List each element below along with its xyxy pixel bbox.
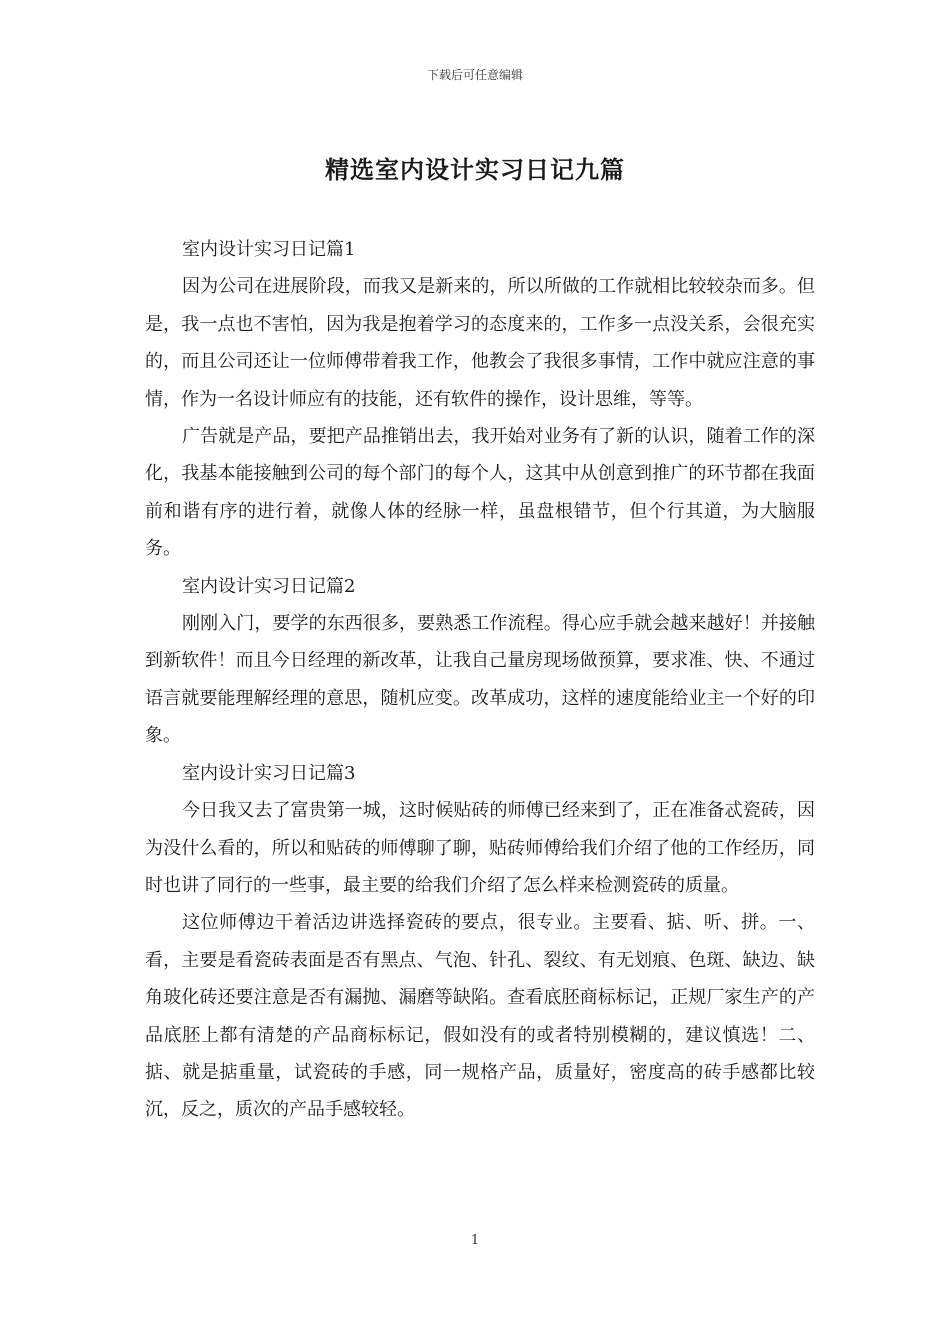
paragraph-2: 广告就是产品，要把产品推销出去，我开始对业务有了新的认识，随着工作的深化，我基本能接触到公司的每个部门的每个人，这其中从创意到推广的环节都在我面前和谐有序的进行着，就像人体的经脉一样，虽盘根错节，但个行其道，为大脑服务。 [145,426,815,560]
paragraph-4: 今日我又去了富贵第一城，这时候贴砖的师傅已经来到了，正在准备忒瓷砖，因为没什么看的，所以和贴砖的师傅聊了聊，贴砖师傅给我们介绍了他的工作经历，同时也讲了同行的一些事，最主要的给我们介绍了怎么样来检测瓷砖的质量。 [145,800,815,896]
page-header: 下载后可任意编辑 [426,68,523,82]
paragraph-1: 因为公司在进展阶段，而我又是新来的，所以所做的工作就相比较较杂而多。但是，我一点也不害怕，因为我是抱着学习的态度来的，工作多一点没关系，会很充实的，而且公司还让一位师傅带着我工作，他教会了我很多事情，工作中就应注意的事情，作为一名设计师应有的技能，还有软件的操作，设计思维，等等。 [145,276,815,410]
section-heading-3: 室内设计实习日记篇3 [182,762,356,784]
document-title: 精选室内设计实习日记九篇 [325,155,625,184]
section-heading-2: 室内设计实习日记篇2 [182,575,356,597]
paragraph-3: 刚刚入门，要学的东西很多，要熟悉工作流程。得心应手就会越来越好！并接触到新软件！而且今日经理的新改革，让我自己量房现场做预算，要求准、快、不通过语言就要能理解经理的意思，随机应变。改革成功，这样的速度能给业主一个好的印象。 [145,613,815,747]
document-body [145,231,815,1129]
section-heading-1: 室内设计实习日记篇1 [182,239,356,260]
paragraph-5: 这位师傅边干着活边讲选择瓷砖的要点，很专业。主要看、掂、听、拼。一、看，主要是看瓷砖表面是否有黑点、气泡、针孔、裂纹、有无划痕、色斑、缺边、缺角玻化砖还要注意是否有漏抛、漏磨等缺陷。查看底胚商标标记，正规厂家生产的产品底胚上都有清楚的产品商标标记，假如没有的或者特别模糊的，建议慎选！二、掂、就是掂重量，试瓷砖的手感，同一规格产品，质量好，密度高的砖手感都比较沉，反之，质次的产品手感较轻。 [145,912,815,1121]
page-number: 1 [470,1233,480,1248]
